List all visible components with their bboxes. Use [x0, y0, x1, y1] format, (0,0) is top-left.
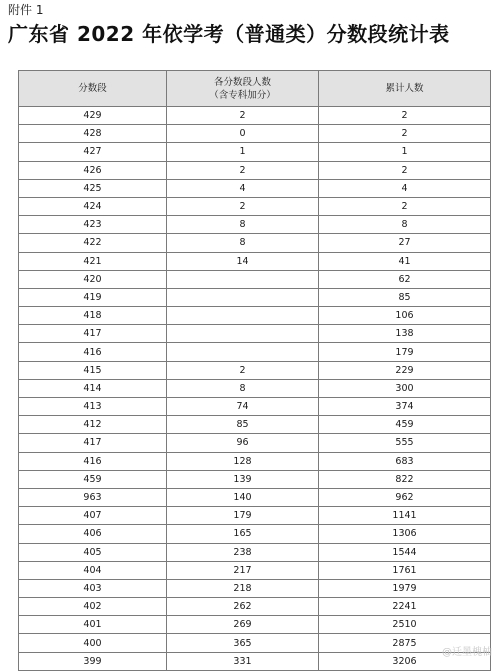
table-row: [19, 252, 491, 270]
cell-cumulative: 555: [319, 434, 491, 452]
cell-count: [167, 288, 319, 306]
cell-score: 421: [19, 252, 167, 270]
cell-count: 85: [167, 416, 319, 434]
cell-score: 429: [19, 107, 167, 125]
cell-cumulative: 2875: [319, 634, 491, 652]
cell-cumulative: 41: [319, 252, 491, 270]
cell-score: 417: [19, 434, 167, 452]
cell-cumulative: 229: [319, 361, 491, 379]
cell-count: 179: [167, 507, 319, 525]
cell-score: 407: [19, 507, 167, 525]
cell-count: 331: [167, 652, 319, 670]
cell-score: 418: [19, 307, 167, 325]
table-row: [19, 452, 491, 470]
cell-count: 128: [167, 452, 319, 470]
cell-cumulative: 1761: [319, 561, 491, 579]
cell-count: 2: [167, 197, 319, 215]
cell-cumulative: 2: [319, 125, 491, 143]
cell-score: 459: [19, 470, 167, 488]
table-row: [19, 197, 491, 215]
cell-cumulative: 2: [319, 107, 491, 125]
cell-score: 427: [19, 143, 167, 161]
table-row: [19, 379, 491, 397]
cell-score: 415: [19, 361, 167, 379]
table-row: [19, 125, 491, 143]
cell-count: 4: [167, 179, 319, 197]
cell-count: 74: [167, 398, 319, 416]
cell-cumulative: 2: [319, 197, 491, 215]
cell-score: 424: [19, 197, 167, 215]
cell-score: 420: [19, 270, 167, 288]
cell-count: 238: [167, 543, 319, 561]
cell-score: 401: [19, 616, 167, 634]
cell-count: [167, 343, 319, 361]
cell-cumulative: 106: [319, 307, 491, 325]
header-score: 分数段: [19, 71, 167, 107]
cell-count: [167, 307, 319, 325]
cell-cumulative: 459: [319, 416, 491, 434]
table-row: [19, 579, 491, 597]
table-row: [19, 488, 491, 506]
table-row: [19, 270, 491, 288]
cell-count: 365: [167, 634, 319, 652]
table-row: [19, 343, 491, 361]
cell-count: 8: [167, 216, 319, 234]
header-count-line1: 各分数段人数: [213, 76, 271, 88]
cell-score: 426: [19, 161, 167, 179]
cell-count: 140: [167, 488, 319, 506]
cell-score: 403: [19, 579, 167, 597]
cell-count: 14: [167, 252, 319, 270]
cell-count: 0: [167, 125, 319, 143]
cell-score: 963: [19, 488, 167, 506]
cell-cumulative: 1306: [319, 525, 491, 543]
score-distribution-table: [18, 70, 491, 671]
table-row: [19, 216, 491, 234]
watermark: @迁墨槐柚: [442, 647, 492, 658]
cell-cumulative: 1544: [319, 543, 491, 561]
cell-count: 2: [167, 161, 319, 179]
cell-count: 262: [167, 598, 319, 616]
cell-score: 404: [19, 561, 167, 579]
table-row: [19, 361, 491, 379]
header-cumulative: 累计人数: [319, 71, 491, 107]
cell-cumulative: 683: [319, 452, 491, 470]
cell-cumulative: 62: [319, 270, 491, 288]
table-row: [19, 525, 491, 543]
cell-score: 402: [19, 598, 167, 616]
cell-score: 428: [19, 125, 167, 143]
table-body: [19, 107, 491, 671]
cell-score: 405: [19, 543, 167, 561]
header-row: [19, 71, 491, 107]
cell-count: 139: [167, 470, 319, 488]
cell-score: 413: [19, 398, 167, 416]
cell-count: [167, 325, 319, 343]
cell-cumulative: 1: [319, 143, 491, 161]
cell-score: 425: [19, 179, 167, 197]
cell-count: 165: [167, 525, 319, 543]
cell-count: 217: [167, 561, 319, 579]
cell-cumulative: 85: [319, 288, 491, 306]
cell-count: 8: [167, 379, 319, 397]
table-row: [19, 434, 491, 452]
cell-score: 400: [19, 634, 167, 652]
cell-cumulative: 2: [319, 161, 491, 179]
cell-cumulative: 962: [319, 488, 491, 506]
cell-cumulative: 179: [319, 343, 491, 361]
cell-score: 419: [19, 288, 167, 306]
cell-cumulative: 300: [319, 379, 491, 397]
cell-cumulative: 3206: [319, 652, 491, 670]
cell-cumulative: 138: [319, 325, 491, 343]
cell-count: [167, 270, 319, 288]
cell-cumulative: 2510: [319, 616, 491, 634]
cell-cumulative: 4: [319, 179, 491, 197]
table-row: [19, 634, 491, 652]
table-row: [19, 652, 491, 670]
cell-count: 1: [167, 143, 319, 161]
cell-score: 416: [19, 452, 167, 470]
table-header: [19, 71, 491, 107]
table-row: [19, 470, 491, 488]
table-row: [19, 234, 491, 252]
cell-score: 406: [19, 525, 167, 543]
table-row: [19, 598, 491, 616]
cell-count: 2: [167, 361, 319, 379]
cell-count: 2: [167, 107, 319, 125]
cell-score: 399: [19, 652, 167, 670]
header-count-line2: （含专科加分）: [209, 89, 276, 101]
table-row: [19, 179, 491, 197]
table-row: [19, 507, 491, 525]
cell-cumulative: 1979: [319, 579, 491, 597]
cell-score: 416: [19, 343, 167, 361]
table-row: [19, 616, 491, 634]
cell-score: 423: [19, 216, 167, 234]
cell-count: 96: [167, 434, 319, 452]
cell-count: 269: [167, 616, 319, 634]
cell-score: 414: [19, 379, 167, 397]
cell-cumulative: 1141: [319, 507, 491, 525]
cell-count: 218: [167, 579, 319, 597]
table-row: [19, 307, 491, 325]
cell-count: 8: [167, 234, 319, 252]
cell-cumulative: 374: [319, 398, 491, 416]
table-row: [19, 325, 491, 343]
table-row: [19, 416, 491, 434]
cell-score: 412: [19, 416, 167, 434]
cell-cumulative: 8: [319, 216, 491, 234]
table-row: [19, 288, 491, 306]
page-title: 广东省 2022 年依学考（普通类）分数段统计表: [8, 22, 450, 46]
cell-cumulative: 27: [319, 234, 491, 252]
cell-score: 422: [19, 234, 167, 252]
table-row: [19, 107, 491, 125]
attachment-label: 附件 1: [8, 3, 44, 17]
cell-cumulative: 2241: [319, 598, 491, 616]
table-row: [19, 561, 491, 579]
cell-score: 417: [19, 325, 167, 343]
header-count: [167, 71, 319, 107]
table-row: [19, 398, 491, 416]
table-row: [19, 143, 491, 161]
table-row: [19, 543, 491, 561]
cell-cumulative: 822: [319, 470, 491, 488]
table-row: [19, 161, 491, 179]
